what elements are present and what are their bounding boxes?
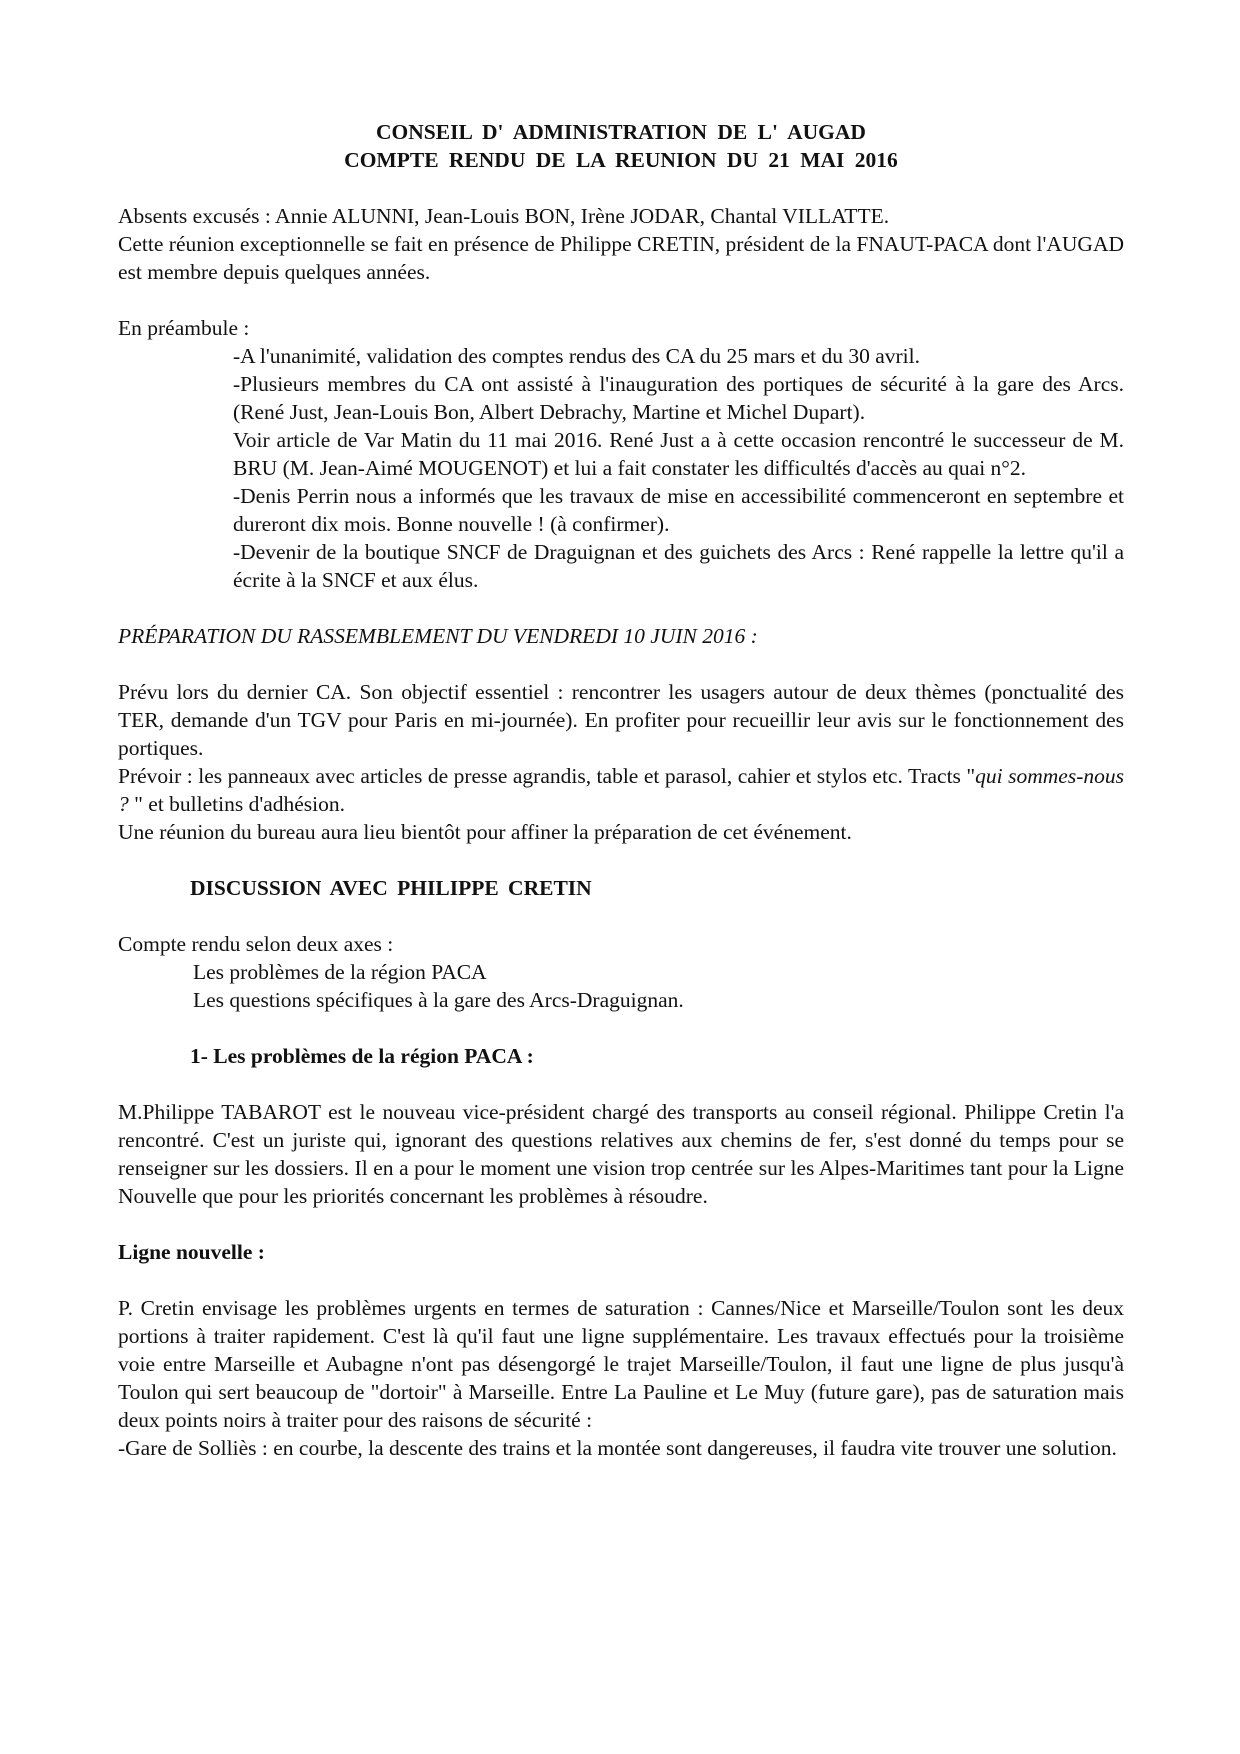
sollies-paragraph: -Gare de Solliès : en courbe, la descente des trains et la montée sont dangereuses, il faudra vite trouver une solution. [118,1436,1117,1460]
preambule-item: -Denis Perrin nous a informés que les travaux de mise en accessibilité commenceront en septembre et dureront dix mois. Bonne nouvelle ! (à confirmer). [233,484,1124,536]
ligne-nouvelle-paragraph: P. Cretin envisage les problèmes urgents en termes de saturation : Cannes/Nice et Marseille/Toulon sont les deux portions à traiter rapidement. C'est là qu'il faut une ligne supplémentaire. Les travaux effectués pour la troisième voie entre Marseille et Aubagne n'ont pas désengorgé le trajet Marseille/Toulon, il faut une ligne de plus jusqu'à Toulon qui sert beaucoup de "dortoir" à Marseille. Entre La Pauline et Le Muy (future gare), pas de saturation mais deux points noirs à traiter pour des raisons de sécurité : [118,1296,1124,1432]
section-1-heading: 1- Les problèmes de la région PACA : [190,1044,534,1068]
title-line-1: CONSEIL D' ADMINISTRATION DE L' AUGAD [376,120,866,144]
prevoir-paragraph [118,762,1124,818]
axes-intro: Compte rendu selon deux axes : [118,932,394,956]
ligne-nouvelle-heading: Ligne nouvelle : [118,1240,265,1264]
rassemblement-heading: PRÉPARATION DU RASSEMBLEMENT DU VENDREDI 10 JUIN 2016 : [118,624,758,648]
preambule-item: -Plusieurs membres du CA ont assisté à l'inauguration des portiques de sécurité à la gare des Arcs. (René Just, Jean-Louis Bon, Albert Debrachy, Martine et Michel Dupart). [233,372,1124,424]
presence-paragraph: Cette réunion exceptionnelle se fait en présence de Philippe CRETIN, président de la FNAUT-PACA dont l'AUGAD est membre depuis quelques années. [118,232,1124,284]
axis-item: Les problèmes de la région PACA [193,960,487,984]
preambule-list [233,342,1124,594]
prevoir-end: " et bulletins d'adhésion. [134,792,346,816]
preambule-item: Voir article de Var Matin du 11 mai 2016. René Just a à cette occasion rencontré le successeur de M. BRU (M. Jean-Aimé MOUGENOT) et lui a fait constater les difficultés d'accès au quai n°2. [233,428,1124,480]
preambule-item: -A l'unanimité, validation des comptes rendus des CA du 25 mars et du 30 avril. [233,344,920,368]
axis-item: Les questions spécifiques à la gare des Arcs-Draguignan. [193,988,684,1012]
section-1-paragraph: M.Philippe TABAROT est le nouveau vice-président chargé des transports au conseil régional. Philippe Cretin l'a rencontré. C'est un juriste qui, ignorant des questions relatives aux chemins de fer, s'est donné du temps pour se renseigner sur les dossiers. Il en a pour le moment une vision trop centrée sur les Alpes-Maritimes tant pour la Ligne Nouvelle que pour les priorités concernant les problèmes à résoudre. [118,1100,1124,1208]
title-line-2: COMPTE RENDU DE LA REUNION DU 21 MAI 2016 [344,148,898,172]
absents-line: Absents excusés : Annie ALUNNI, Jean-Louis BON, Irène JODAR, Chantal VILLATTE. [118,204,890,228]
preambule-item: -Devenir de la boutique SNCF de Draguignan et des guichets des Arcs : René rappelle la lettre qu'il a écrite à la SNCF et aux élus. [233,540,1124,592]
preambule-label: En préambule : [118,316,250,340]
prevoir-text: Prévoir : les panneaux avec articles de presse agrandis, table et parasol, cahier et stylos etc. Tracts " [118,764,976,788]
reunion-bureau-line: Une réunion du bureau aura lieu bientôt pour affiner la préparation de cet événement. [118,820,852,844]
discussion-heading: DISCUSSION AVEC PHILIPPE CRETIN [190,876,592,900]
prevoir-italic: qui sommes-nous ? [118,764,1124,816]
rassemblement-paragraph: Prévu lors du dernier CA. Son objectif essentiel : rencontrer les usagers autour de deux thèmes (ponctualité des TER, demande d'un TGV pour Paris en mi-journée). En profiter pour recueillir leur avis sur le fonctionnement des portiques. [118,680,1124,760]
